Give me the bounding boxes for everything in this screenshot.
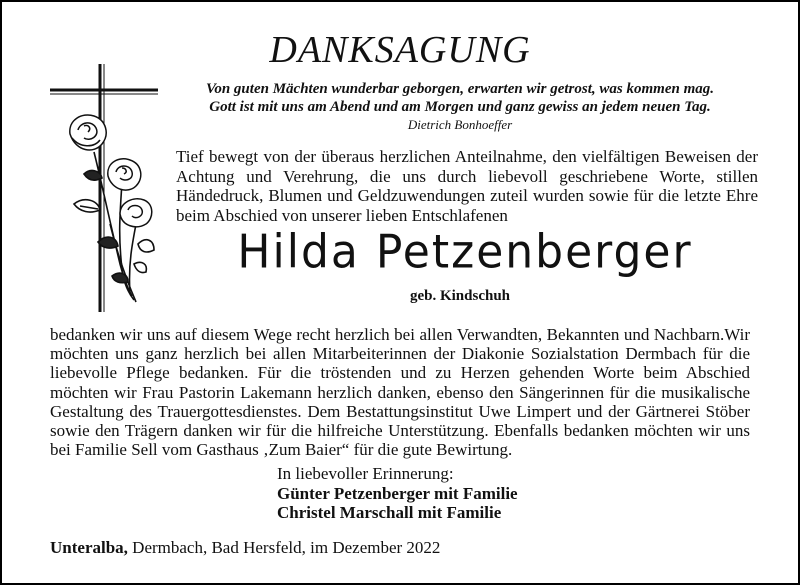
deceased-name: Hilda Petzenberger bbox=[237, 225, 693, 280]
place-rest: Dermbach, Bad Hersfeld, im Dezember 2022 bbox=[127, 538, 441, 557]
maiden-name: geb. Kindschuh bbox=[409, 288, 511, 304]
signatory: Günter Petzenberger mit Familie bbox=[277, 483, 518, 503]
quote-line-2: Gott ist mit uns am Abend und am Morgen und ganz gewiss an jedem neuen Tag. bbox=[209, 99, 711, 115]
signoff bbox=[277, 464, 518, 523]
intro-text: Tief bewegt von der überaus herzlichen Anteilnahme, den vielfältigen Beweisen der Achtung und Verehrung, die uns durch liebevoll geschriebene Worte, stillen Händedruck, Blumen und Geldzuwendungen zuteil wurden sowie für die letzte Ehre beim Abschied von unserer lieben Entschlafenen bbox=[176, 147, 758, 225]
quote-line-1: Von guten Mächten wunderbar geborgen, erwarten wir getrost, was kommen mag. bbox=[206, 81, 714, 97]
notice-title: DANKSAGUNG bbox=[269, 29, 531, 71]
signatory: Christel Marschall mit Familie bbox=[277, 503, 502, 522]
body-text: bedanken wir uns auf diesem Wege recht herzlich bei allen Verwandten, Bekannten und Nachbarn.Wir möchten uns ganz herzlich bei allen Mitarbeiterinnen der Diakonie Sozialstation Dermbach für die liebevolle Pflege bedanken. Für die tröstenden und zu Herzen gehenden Worte beim Abschied möchten wir Frau Pastorin Lakemann herzlich danken, ebenso den Sängerinnen für die musikalische Gestaltung des Trauergottesdienstes. Dem Bestattungsinstitut Uwe Limpert und der Gärtnerei Stöber sowie den Trägern danken wir für die hilfreiche Unterstützung. Ebenfalls bedanken möchten wir uns bei Familie Sell vom Gasthaus ‚Zum Baier“ für die gute Bewirtung. bbox=[50, 325, 750, 460]
place-bold: Unteralba, bbox=[50, 538, 128, 557]
signoff-intro: In liebevoller Erinnerung: bbox=[277, 464, 454, 483]
place-date bbox=[50, 538, 440, 558]
quote bbox=[152, 80, 768, 116]
cross-with-roses-icon bbox=[50, 64, 158, 312]
quote-author: Dietrich Bonhoeffer bbox=[407, 117, 513, 132]
